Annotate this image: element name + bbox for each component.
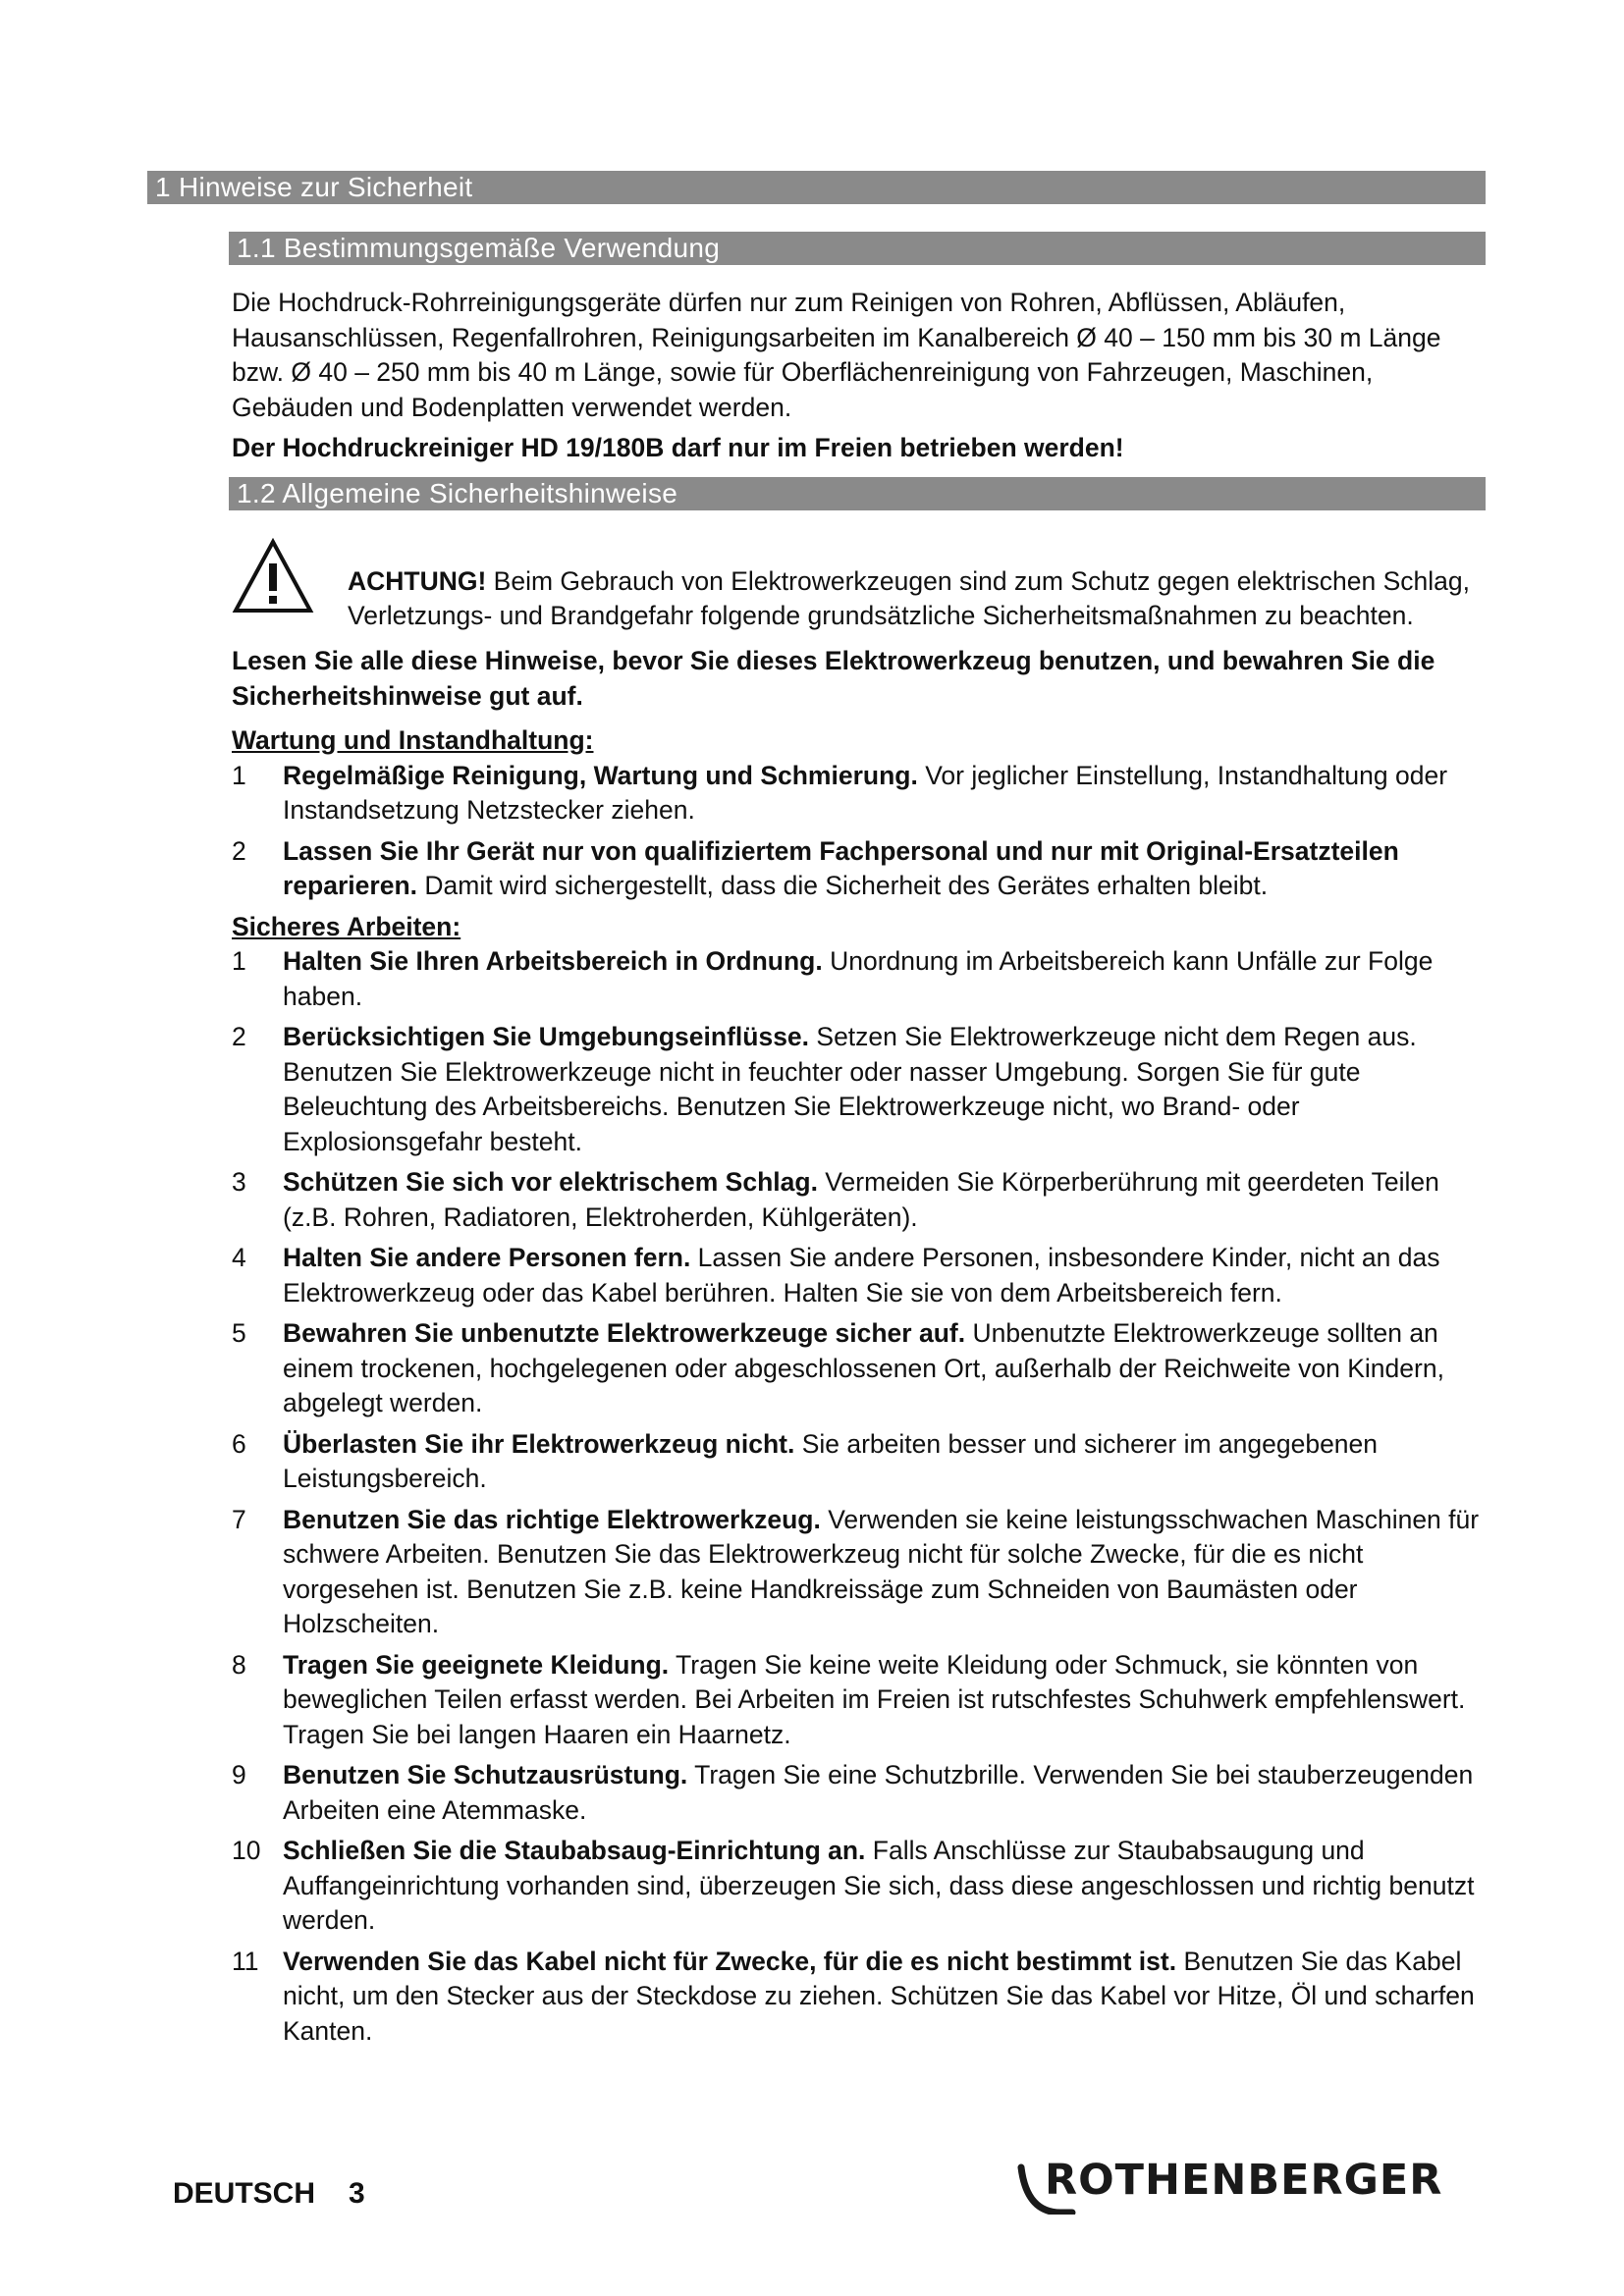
item-lead: Berücksichtigen Sie Umgebungseinflüsse. xyxy=(283,1022,810,1051)
item-number: 2 xyxy=(232,1022,246,1051)
item-number: 2 xyxy=(232,835,246,866)
item-text: Vor jeglicher Einstellung, Instandhaltung oder Instandsetzung Netzstecker ziehen. xyxy=(283,760,1448,825)
item-number: 1 xyxy=(232,760,246,790)
item-text: Setzen Sie Elektrowerkzeuge nicht dem Regen aus. Benutzen Sie Elektrowerkzeuge nicht in feuchter oder nasser Umgebung. Sorgen Sie für gute Beleuchtung des Arbeitsbereichs. Benutzen Sie Elektrowerkzeuge nicht, wo Brand- oder Explosionsgefahr besteht. xyxy=(283,1022,1417,1156)
item-lead: Schützen Sie sich vor elektrischem Schlag. xyxy=(283,1167,818,1197)
item-number: 4 xyxy=(232,1243,246,1272)
list-item xyxy=(232,1241,1489,1310)
item-text: Benutzen Sie das Kabel nicht, um den Stecker aus der Steckdose zu ziehen. Schützen Sie das Kabel vor Hitze, Öl und scharfen Kanten. xyxy=(283,1946,1475,2046)
list-item xyxy=(232,1758,1489,1828)
item-text: Lassen Sie andere Personen, insbesondere Kinder, nicht an das Elektrowerkzeug oder das Kabel berühren. Halten Sie sie von dem Arbeitsbereich fern. xyxy=(283,1243,1440,1308)
page-footer xyxy=(173,2177,399,2211)
section-heading: 1 Hinweise zur Sicherheit xyxy=(147,171,1486,204)
item-number: 8 xyxy=(232,1649,246,1680)
item-text: Falls Anschlüsse zur Staubabsaugung und Auffangeinrichtung vorhanden sind, überzeugen Sie sich, dass diese angeschlossen und richtig benutzt werden. xyxy=(283,1836,1475,1935)
item-number: 9 xyxy=(232,1760,246,1789)
list-item xyxy=(232,1020,1489,1159)
list-item xyxy=(232,1503,1489,1642)
item-number: 11 xyxy=(232,1946,259,1976)
item-number: 10 xyxy=(232,1836,261,1865)
page-number: 3 xyxy=(349,2177,365,2210)
subsection-heading-intended-use: 1.1 Bestimmungsgemäße Verwendung xyxy=(229,232,1486,265)
item-number: 6 xyxy=(232,1428,246,1459)
item-number: 5 xyxy=(232,1318,246,1348)
item-lead: Halten Sie Ihren Arbeitsbereich in Ordnung. xyxy=(283,946,823,976)
item-lead: Tragen Sie geeignete Kleidung. xyxy=(283,1649,670,1680)
list-item xyxy=(232,1945,1489,2050)
item-text: Tragen Sie eine Schutzbrille. Verwenden Sie bei stauberzeugenden Arbeiten eine Atemmaske. xyxy=(283,1760,1474,1825)
subsection-heading-safety: 1.2 Allgemeine Sicherheitshinweise xyxy=(229,477,1486,510)
item-text: Verwenden sie keine leistungsschwachen Maschinen für schwere Arbeiten. Benutzen Sie das Elektrowerkzeug nicht für solche Zwecke, für die es nicht vorgesehen ist. Benutzen Sie z.B. keine Handkreissäge zum Schneiden von Baumästen oder Holzscheiten. xyxy=(283,1504,1480,1638)
item-text: Unordnung im Arbeitsbereich kann Unfälle zur Folge haben. xyxy=(283,946,1434,1011)
item-lead: Halten Sie andere Personen fern. xyxy=(283,1243,691,1272)
list-item xyxy=(232,1165,1489,1235)
list-item xyxy=(232,1648,1489,1753)
read-instructions-note: Lesen Sie alle diese Hinweise, bevor Sie dieses Elektrowerkzeug benutzen, und bewahren Sie die Sicherheitshinweise gut auf. xyxy=(232,646,1435,711)
list-item xyxy=(232,834,1489,904)
item-lead: Verwenden Sie das Kabel nicht für Zwecke, für die es nicht bestimmt ist. xyxy=(283,1946,1177,1976)
list-item xyxy=(232,1834,1489,1939)
safe-work-heading: Sicheres Arbeiten: xyxy=(232,911,461,941)
item-lead: Benutzen Sie Schutzausrüstung. xyxy=(283,1760,688,1789)
warning-lead: ACHTUNG! xyxy=(348,565,487,596)
item-lead: Überlasten Sie ihr Elektrowerkzeug nicht. xyxy=(283,1428,795,1459)
item-lead: Lassen Sie Ihr Gerät nur von qualifiziertem Fachpersonal und nur mit Original-Ersatzteilen reparieren. xyxy=(283,835,1399,900)
outdoor-only-note: Der Hochdruckreiniger HD 19/180B darf nur im Freien betrieben werden! xyxy=(232,433,1124,462)
safe-work-list xyxy=(232,944,1489,2049)
warning-block xyxy=(232,538,1489,660)
maintenance-list xyxy=(232,759,1489,904)
item-text: Tragen Sie keine weite Kleidung oder Schmuck, sie könnten von beweglichen Teilen erfasst werden. Bei Arbeiten im Freien ist rutschfestes Schuhwerk empfehlenswert. Tragen Sie bei langen Haaren ein Haarnetz. xyxy=(283,1649,1466,1749)
item-number: 7 xyxy=(232,1504,246,1534)
list-item xyxy=(232,1316,1489,1421)
footer-language: DEUTSCH xyxy=(173,2177,316,2210)
list-item xyxy=(232,944,1489,1014)
warning-text xyxy=(348,564,1489,634)
item-text: Sie arbeiten besser und sicherer im angegebenen Leistungsbereich. xyxy=(283,1428,1379,1493)
item-lead: Benutzen Sie das richtige Elektrowerkzeug. xyxy=(283,1504,821,1534)
item-text: Unbenutzte Elektrowerkzeuge sollten an einem trockenen, hochgelegenen oder abgeschlossenen Ort, außerhalb der Reichweite von Kindern, abgelegt werden. xyxy=(283,1318,1444,1417)
item-lead: Regelmäßige Reinigung, Wartung und Schmierung. xyxy=(283,760,918,790)
warning-body: Beim Gebrauch von Elektrowerkzeugen sind zum Schutz gegen elektrischen Schlag, Verletzungs- und Brandgefahr folgende grundsätzliche Sicherheitsmaßnahmen zu beachten. xyxy=(348,565,1470,630)
safety-instructions xyxy=(232,644,1489,2055)
maintenance-heading: Wartung und Instandhaltung: xyxy=(232,725,594,755)
item-number: 3 xyxy=(232,1167,246,1197)
warning-triangle-icon xyxy=(232,538,314,614)
brand-logo-text: ROTHENBERGER xyxy=(1045,2156,1443,2205)
intended-use-block xyxy=(232,286,1489,466)
item-lead: Bewahren Sie unbenutzte Elektrowerkzeuge sicher auf. xyxy=(283,1318,966,1348)
list-item xyxy=(232,759,1489,828)
list-item xyxy=(232,1427,1489,1497)
intended-use-text: Die Hochdruck-Rohrreinigungsgeräte dürfen nur zum Reinigen von Rohren, Abflüssen, Abläufen, Hausanschlüssen, Regenfallrohren, Reinigungsarbeiten im Kanalbereich Ø 40 – 150 mm bis 30 m Länge bzw. Ø 40 – 250 mm bis 40 m Länge, sowie für Oberflächenreinigung von Fahrzeugen, Maschinen, Gebäuden und Bodenplatten verwendet werden. xyxy=(232,288,1441,422)
item-text: Vermeiden Sie Körperberührung mit geerdeten Teilen (z.B. Rohren, Radiatoren, Elektroherden, Kühlgeräten). xyxy=(283,1167,1439,1232)
item-lead: Schließen Sie die Staubabsaug-Einrichtung an. xyxy=(283,1836,866,1865)
item-text: Damit wird sichergestellt, dass die Sicherheit des Gerätes erhalten bleibt. xyxy=(417,871,1269,900)
item-number: 1 xyxy=(232,946,246,976)
